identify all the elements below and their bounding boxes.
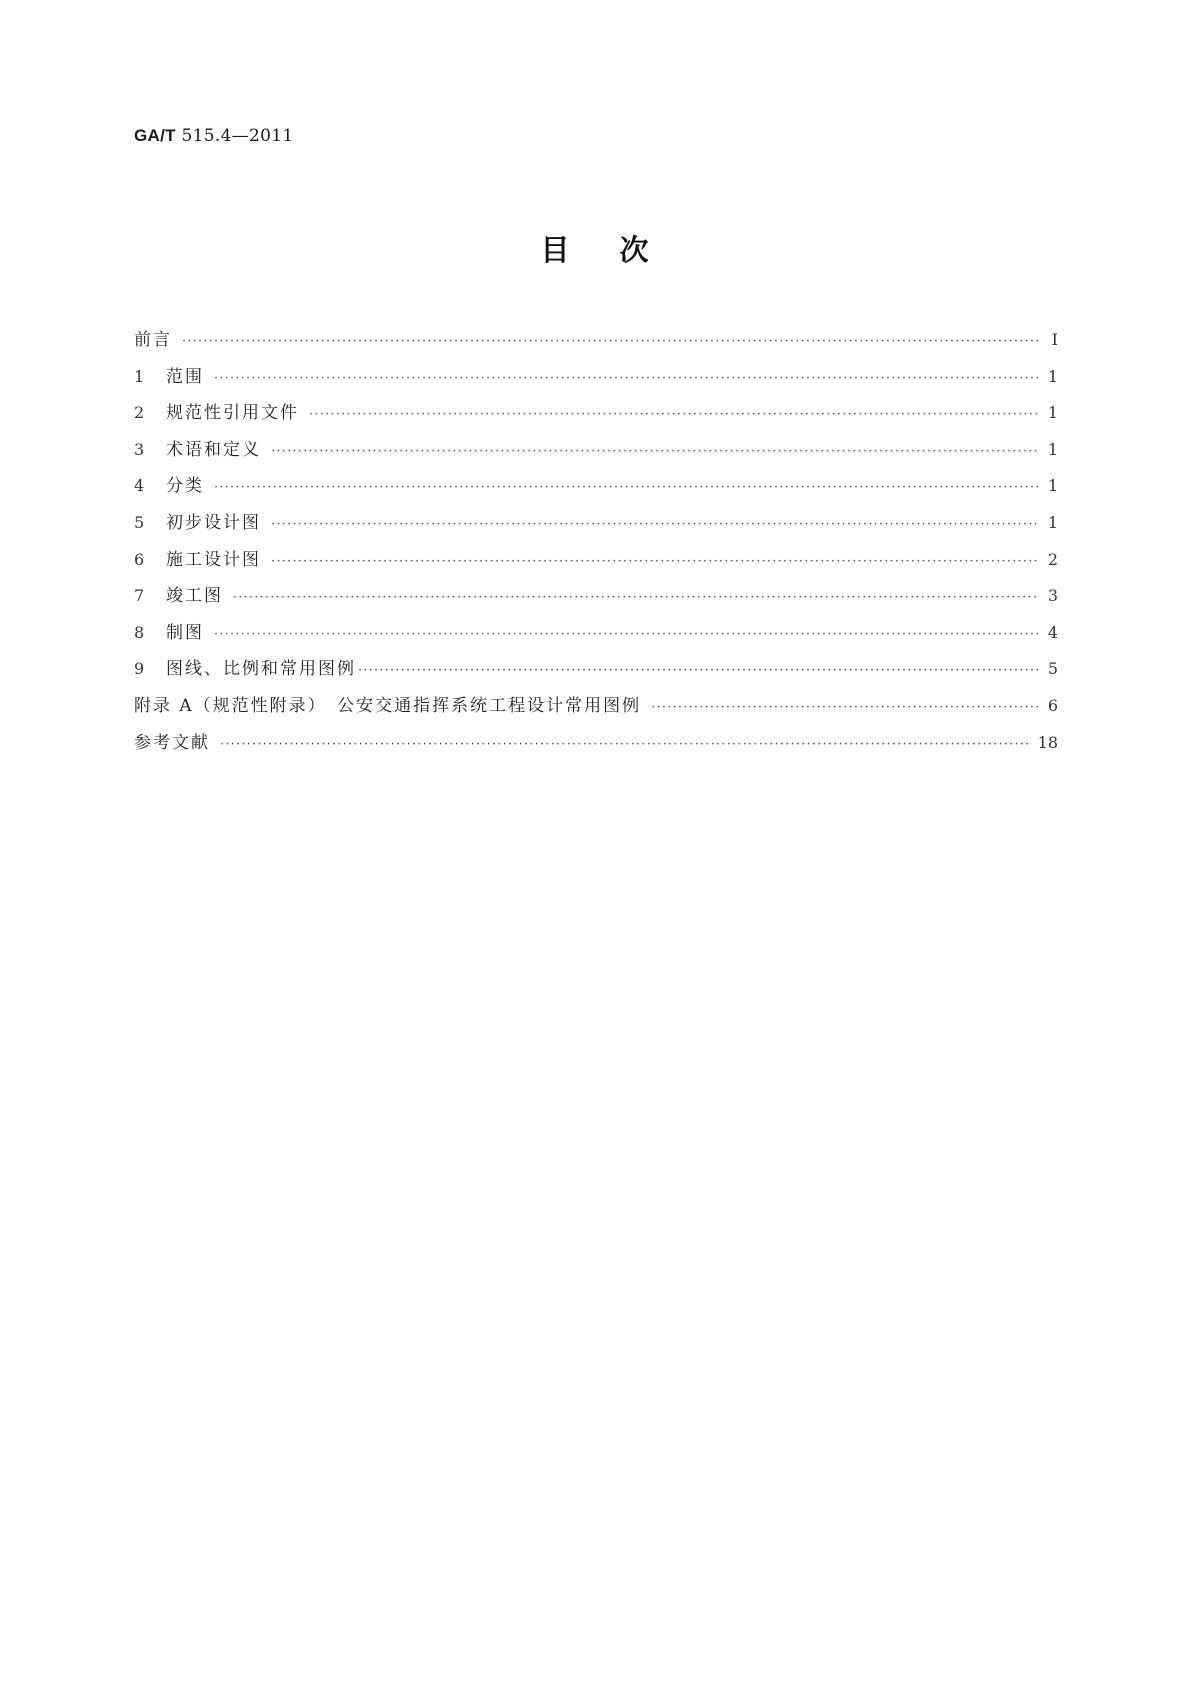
page-title-right: 次	[619, 233, 651, 267]
toc-entry-8[interactable]	[134, 618, 1058, 655]
toc-leader-dots	[271, 517, 1038, 532]
toc-entry-5[interactable]	[134, 508, 1058, 545]
toc-entry-label: 参考文献	[134, 732, 210, 753]
toc-entry-label: 图线、比例和常用图例	[166, 659, 356, 680]
toc-leader-dots	[214, 480, 1038, 495]
toc-page-number: 1	[1047, 366, 1058, 386]
toc-entry-references[interactable]	[134, 728, 1058, 765]
toc-entry-label: 附录 A（规范性附录） 公安交通指挥系统工程设计常用图例	[134, 695, 642, 716]
toc-page-number: Ⅰ	[1051, 330, 1058, 349]
toc-entry-2[interactable]	[134, 398, 1058, 435]
toc-page-number: 5	[1047, 659, 1058, 679]
document-code-prefix: GA/T	[134, 126, 176, 145]
toc-leader-dots	[309, 407, 1038, 422]
table-of-contents	[134, 325, 1058, 764]
toc-leader-dots	[214, 371, 1038, 386]
toc-entry-number: 6	[134, 549, 145, 569]
toc-page-number: 18	[1037, 732, 1058, 752]
toc-leader-dots	[271, 444, 1038, 459]
toc-entry-number: 1	[134, 366, 145, 386]
toc-entry-number: 2	[134, 403, 145, 423]
toc-entry-number: 8	[134, 622, 145, 642]
toc-entry-number: 7	[134, 586, 145, 606]
toc-leader-dots	[271, 554, 1038, 569]
page-title-left: 目	[540, 233, 572, 267]
toc-entry-label: 术语和定义	[166, 439, 261, 460]
toc-page-number: 4	[1047, 622, 1058, 642]
page-title	[0, 228, 1191, 269]
toc-entry-appendix-a[interactable]	[134, 691, 1058, 728]
toc-entry-number: 3	[134, 439, 145, 459]
toc-entry-label: 规范性引用文件	[166, 403, 299, 424]
toc-entry-label: 初步设计图	[166, 512, 261, 533]
toc-entry-number: 5	[134, 512, 145, 532]
toc-entry-3[interactable]	[134, 435, 1058, 472]
toc-page-number: 1	[1047, 476, 1058, 496]
toc-page-number: 1	[1047, 403, 1058, 423]
toc-page-number: 3	[1047, 586, 1058, 606]
toc-page-number: 2	[1047, 549, 1058, 569]
toc-entry-label: 范围	[166, 366, 204, 387]
toc-leader-dots	[214, 627, 1038, 642]
toc-page-number: 1	[1047, 512, 1058, 532]
toc-entry-foreword[interactable]	[134, 325, 1058, 362]
toc-entry-number: 4	[134, 476, 145, 496]
toc-entry-4[interactable]	[134, 471, 1058, 508]
toc-leader-dots	[182, 334, 1038, 349]
toc-entry-6[interactable]	[134, 545, 1058, 582]
toc-entry-label: 前言	[134, 330, 172, 350]
toc-leader-dots	[651, 700, 1038, 715]
toc-leader-dots	[220, 737, 1032, 752]
toc-entry-1[interactable]	[134, 362, 1058, 399]
toc-entry-label: 施工设计图	[166, 549, 261, 570]
toc-entry-label: 分类	[166, 476, 204, 497]
document-code	[134, 126, 293, 146]
document-code-number: 515.4—2011	[181, 126, 294, 146]
toc-leader-dots	[233, 590, 1038, 605]
toc-page-number: 1	[1047, 439, 1058, 459]
toc-entry-label: 竣工图	[166, 586, 223, 607]
toc-entry-number: 9	[134, 659, 145, 679]
toc-entry-label: 制图	[166, 622, 204, 643]
toc-leader-dots	[358, 663, 1038, 678]
toc-page-number: 6	[1047, 695, 1058, 715]
toc-entry-9[interactable]	[134, 654, 1058, 691]
toc-entry-7[interactable]	[134, 581, 1058, 618]
